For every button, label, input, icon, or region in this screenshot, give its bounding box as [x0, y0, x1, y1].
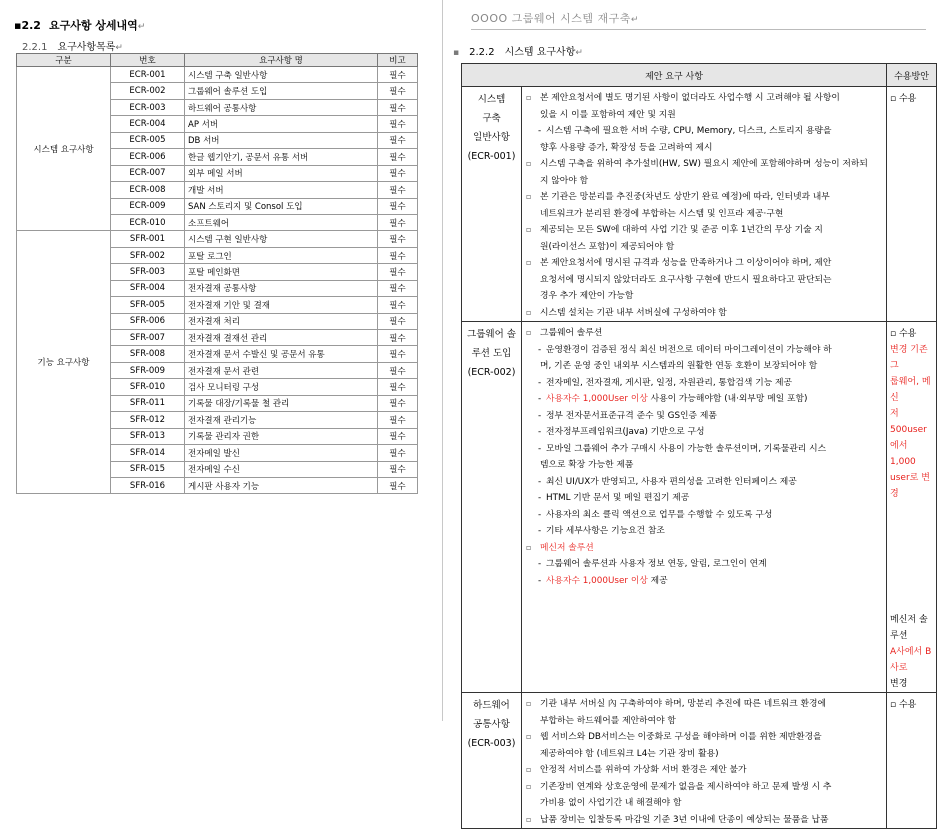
requirement-item — [526, 288, 883, 305]
subsection-heading-right: ▪ 2.2.2 시스템 요구사항↵ — [453, 47, 583, 58]
requirement-title-line: 하드웨어 — [473, 700, 510, 711]
requirement-code: SFR-016 — [111, 477, 185, 493]
col-header-category: 구분 — [17, 54, 111, 67]
requirement-code: ECR-010 — [111, 214, 185, 230]
requirement-name: SAN 스토리지 및 Consol 도입 — [185, 198, 378, 214]
requirement-name: 개발 서버 — [185, 182, 378, 198]
requirement-name: 전자결재 결재선 관리 — [185, 330, 378, 346]
section-heading: ▪2.2 요구사항 상세내역↵ — [14, 19, 146, 32]
requirement-item-text: 템으로 확장 가능한 제품 — [540, 460, 634, 470]
requirement-item-text: 전자메일, 전자결재, 게시판, 일정, 자원관리, 통합검색 기능 제공 — [546, 377, 793, 388]
requirement-code: ECR-009 — [111, 198, 185, 214]
requirement-item-text: 시스템 구축을 위하여 추가설비(HW, SW) 필요시 제안에 포함해야하며 성능이 저하되 — [540, 159, 868, 169]
requirement-item-text: 본 제안요청서에 명시된 규격과 성능을 만족하거나 그 이상이어야 하며, 제안 — [540, 258, 832, 268]
requirement-item-text: 지 않아야 함 — [540, 175, 589, 186]
requirement-item-text: 제공하여야 함 (네트워크 L4는 기관 장비 활용) — [540, 748, 719, 759]
requirement-item-text: 웹 서비스와 DB서비스는 이중화로 구성을 해야하며 이를 위한 제반환경을 — [540, 732, 822, 742]
requirement-code: SFR-015 — [111, 461, 185, 477]
acceptance-cell — [887, 693, 937, 829]
section-title: 요구사항 상세내역 — [48, 19, 138, 32]
col-header-number: 번호 — [111, 54, 185, 67]
requirement-item — [526, 490, 883, 507]
requirement-note: 필수 — [378, 165, 418, 181]
requirement-item-text: 있을 시 이를 포함하여 제안 및 지원 — [540, 109, 676, 120]
requirement-name: 포탈 메인화면 — [185, 264, 378, 280]
requirement-item-text: 그룹웨어 솔루션 — [540, 328, 603, 338]
requirement-item-text: 사용자의 최소 클릭 액션으로 업무를 수행할 수 있도록 구성 — [546, 509, 773, 520]
requirement-item — [526, 107, 883, 124]
requirement-code: SFR-011 — [111, 395, 185, 411]
requirement-item — [526, 523, 883, 540]
requirement-code: ECR-004 — [111, 116, 185, 132]
requirement-code: ECR-008 — [111, 182, 185, 198]
section-number: ▪2.2 — [14, 19, 41, 32]
requirement-note: 필수 — [378, 214, 418, 230]
requirement-code: SFR-012 — [111, 412, 185, 428]
table-header-row — [17, 54, 418, 67]
requirement-note: 필수 — [378, 379, 418, 395]
requirement-name: DB 서버 — [185, 132, 378, 148]
requirement-item — [526, 713, 883, 730]
requirement-title-cell — [462, 322, 522, 693]
requirement-item — [526, 173, 883, 190]
acceptance-line: user로 변경 — [890, 473, 930, 499]
requirement-item — [526, 255, 883, 272]
requirement-note: 필수 — [378, 477, 418, 493]
requirement-code: SFR-002 — [111, 247, 185, 263]
requirement-name: 전자결재 문서 수발신 및 공문서 유통 — [185, 346, 378, 362]
requirement-note: 필수 — [378, 83, 418, 99]
requirement-name: 기록물 대장/기록물 철 관리 — [185, 395, 378, 411]
req-header-row — [462, 64, 937, 87]
requirement-item — [526, 762, 883, 779]
requirement-item — [526, 342, 883, 359]
requirement-item — [526, 140, 883, 157]
acceptance-cell — [887, 87, 937, 322]
requirement-name: 시스템 구축 일반사항 — [185, 67, 378, 83]
requirement-item — [526, 457, 883, 474]
requirement-code: ECR-005 — [111, 132, 185, 148]
requirement-title-line: 루션 도입 — [471, 348, 512, 359]
requirement-name: 외부 메일 서버 — [185, 165, 378, 181]
requirement-title-line: 구축 — [482, 113, 501, 124]
requirement-item — [526, 305, 883, 322]
requirement-item-text: 모바일 그룹웨어 추가 구매시 사용이 가능한 솔루션이며, 기록물관리 시스 — [546, 443, 827, 454]
subsection-number-right: 2.2.2 — [469, 47, 495, 58]
requirement-name: 전자메일 수신 — [185, 461, 378, 477]
requirement-item — [526, 573, 883, 590]
requirement-item-text: 네트워크가 분리된 환경에 부합하는 시스템 및 인프라 제공·구현 — [540, 208, 784, 219]
requirement-item — [526, 408, 883, 425]
requirement-item-text: HTML 기반 문서 및 메일 편집기 제공 — [546, 493, 690, 503]
requirement-code: SFR-014 — [111, 445, 185, 461]
requirement-code: ECR-007 — [111, 165, 185, 181]
requirement-name: 하드웨어 공통사항 — [185, 99, 378, 115]
requirement-item — [526, 729, 883, 746]
requirement-title-line: (ECR-001) — [467, 151, 516, 162]
requirement-title-cell — [462, 87, 522, 322]
requirement-item — [526, 239, 883, 256]
requirement-detail-cell — [522, 87, 887, 322]
requirement-item-text: 원(라이선스 포함)이 제공되어야 함 — [540, 241, 675, 252]
requirement-item — [526, 795, 883, 812]
requirement-code: SFR-008 — [111, 346, 185, 362]
requirement-note: 필수 — [378, 445, 418, 461]
requirement-item — [526, 474, 883, 491]
subsection-number: 2.2.1 — [22, 42, 48, 53]
requirement-item — [526, 123, 883, 140]
requirement-name: 검사 모니터링 구성 — [185, 379, 378, 395]
subsection-title-right: 시스템 요구사항 — [504, 47, 576, 58]
requirement-name: 전자결재 문서 관련 — [185, 362, 378, 378]
requirement-row — [462, 693, 937, 829]
left-page — [0, 0, 433, 721]
requirement-item-text: 시스템 구축에 필요한 서버 수량, CPU, Memory, 디스크, 스토리지 용량을 — [546, 126, 832, 136]
requirement-note: 필수 — [378, 116, 418, 132]
requirement-code: SFR-013 — [111, 428, 185, 444]
requirement-item-text: 제공되는 모든 SW에 대하여 사업 기간 및 준공 이후 1년간의 무상 기술 지 — [540, 225, 823, 235]
requirement-note: 필수 — [378, 428, 418, 444]
requirement-item — [526, 812, 883, 829]
requirement-title-line: 공통사항 — [473, 719, 510, 730]
requirement-item-text: 본 제안요청서에 별도 명기된 사항이 없더라도 사업수행 시 고려해야 될 사항이 — [540, 93, 840, 103]
requirement-item — [526, 556, 883, 573]
requirement-note: 필수 — [378, 67, 418, 83]
requirement-code: SFR-003 — [111, 264, 185, 280]
acceptance-line: ▫ 수용 — [890, 700, 917, 710]
requirement-item-text: 납품 장비는 입찰등록 마감일 기준 3년 이내에 단종이 예상되는 물품을 납품 — [540, 814, 829, 825]
requirement-name: 전자결재 관리기능 — [185, 412, 378, 428]
requirement-code: SFR-004 — [111, 280, 185, 296]
acceptance-line: 저 500user — [890, 409, 927, 435]
requirement-item-text: 최신 UI/UX가 반영되고, 사용자 편의성을 고려한 인터페이스 제공 — [546, 476, 797, 487]
requirement-note: 필수 — [378, 198, 418, 214]
requirement-title-line: 시스템 — [477, 94, 506, 105]
requirement-item — [526, 325, 883, 342]
requirement-item-list — [522, 87, 886, 321]
requirement-item-text: 부합하는 하드웨어를 제안하여야 함 — [540, 715, 676, 726]
requirement-item-text: 안정적 서비스를 위하여 가상화 서버 환경은 제안 불가 — [540, 765, 747, 775]
requirement-title-line: 그룹웨어 솔 — [467, 329, 516, 340]
system-requirements-table — [461, 63, 937, 829]
requirement-item — [526, 206, 883, 223]
requirement-title-line: 일반사항 — [473, 132, 510, 143]
requirement-note: 필수 — [378, 395, 418, 411]
acceptance-line: 메신저 솔루션 — [890, 615, 928, 641]
acceptance-line: 변경 기존 그 — [890, 345, 928, 371]
requirement-item-text: 경우 추가 제안이 가능함 — [540, 291, 634, 301]
page-gutter — [433, 0, 442, 721]
requirement-item — [526, 375, 883, 392]
requirement-note: 필수 — [378, 330, 418, 346]
requirement-item-list — [522, 322, 886, 589]
requirement-code: SFR-010 — [111, 379, 185, 395]
requirement-note: 필수 — [378, 313, 418, 329]
requirement-title-line: (ECR-002) — [467, 367, 516, 378]
requirement-item-text: 메신저 솔루션 — [540, 542, 594, 553]
acceptance-line: 룹웨어, 메신 — [890, 377, 931, 403]
col-header-name: 요구사항 명 — [185, 54, 378, 67]
requirement-item — [526, 746, 883, 763]
requirement-name: 기록물 관리자 권한 — [185, 428, 378, 444]
requirement-item — [526, 441, 883, 458]
requirement-detail-cell — [522, 693, 887, 829]
requirement-item-text: 사용자수 1,000User 이상 제공 — [546, 575, 668, 586]
requirement-name: 전자결재 기안 및 결재 — [185, 297, 378, 313]
requirement-item-text: 운영환경이 검증된 정식 최신 버전으로 데이터 마이그레이션이 가능해야 하 — [546, 344, 832, 355]
requirement-note: 필수 — [378, 362, 418, 378]
requirement-code: ECR-006 — [111, 149, 185, 165]
category-cell: 기능 요구사항 — [17, 231, 111, 494]
requirement-name: 전자결재 처리 — [185, 313, 378, 329]
requirement-item-text: 가비용 없이 사업기간 내 해결해야 함 — [540, 798, 682, 808]
requirement-item — [526, 189, 883, 206]
table-row — [17, 231, 418, 247]
requirement-name: 전자결재 공통사항 — [185, 280, 378, 296]
requirement-row — [462, 322, 937, 693]
requirement-item-text: 시스템 설치는 기관 내부 서버실에 구성하여야 함 — [540, 307, 727, 318]
requirement-note: 필수 — [378, 461, 418, 477]
col-header-note: 비고 — [378, 54, 418, 67]
requirement-name: 시스템 구현 일반사항 — [185, 231, 378, 247]
requirement-note: 필수 — [378, 132, 418, 148]
requirement-name: 포탈 로그인 — [185, 247, 378, 263]
requirement-item-text: 그룹웨어 솔루션과 사용자 정보 연동, 알림, 로그인이 연계 — [546, 559, 767, 569]
requirement-code: ECR-001 — [111, 67, 185, 83]
document-header: OOOO 그룹웨어 시스템 재구축↵ — [471, 10, 926, 30]
requirement-item — [526, 358, 883, 375]
requirement-detail-cell — [522, 322, 887, 693]
acceptance-line: ▫ 수용 — [890, 94, 917, 104]
requirement-note: 필수 — [378, 297, 418, 313]
requirement-note: 필수 — [378, 247, 418, 263]
right-page — [442, 0, 942, 825]
requirement-name: AP 서버 — [185, 116, 378, 132]
requirement-note: 필수 — [378, 346, 418, 362]
requirement-item — [526, 222, 883, 239]
requirement-item-text: 요청서에 명시되지 않았더라도 요구사항 구현에 반드시 필요하다고 판단되는 — [540, 274, 832, 285]
requirement-item — [526, 507, 883, 524]
requirement-title-line: (ECR-003) — [467, 738, 516, 749]
acceptance-line: 변경 — [890, 679, 908, 689]
requirement-name: 전자메일 발신 — [185, 445, 378, 461]
requirement-item-text: 정부 전자문서표준규격 준수 및 GS인증 제품 — [546, 410, 717, 421]
requirement-name: 소프트웨어 — [185, 214, 378, 230]
requirement-code: SFR-005 — [111, 297, 185, 313]
requirement-item — [526, 540, 883, 557]
category-cell: 시스템 요구사항 — [17, 67, 111, 231]
requirement-item-text: 사용자수 1,000User 이상 사용이 가능해야함 (내·외부망 메일 포함) — [546, 394, 808, 404]
requirement-item — [526, 779, 883, 796]
requirement-note: 필수 — [378, 231, 418, 247]
subsection-title: 요구사항목록 — [57, 42, 116, 53]
requirement-name: 그룹웨어 솔루션 도입 — [185, 83, 378, 99]
requirement-name: 게시판 사용자 기능 — [185, 477, 378, 493]
requirement-row — [462, 87, 937, 322]
table-row — [17, 67, 418, 83]
requirement-code: ECR-002 — [111, 83, 185, 99]
requirement-note: 필수 — [378, 264, 418, 280]
col-header-acceptance: 수용방안 — [887, 64, 937, 87]
acceptance-line: ▫ 수용 — [890, 329, 917, 339]
requirement-item — [526, 272, 883, 289]
acceptance-cell — [887, 322, 937, 693]
requirement-item-text: 기존장비 연계와 상호운영에 문제가 없음을 제시하여야 하고 문제 발생 시 추 — [540, 781, 832, 792]
requirement-item-text: 기관 내부 서버실 內 구축하여야 하며, 망분리 추진에 따른 네트워크 환경에 — [540, 699, 826, 709]
subsection-heading: 2.2.1 요구사항목록↵ — [22, 42, 123, 53]
requirement-code: SFR-006 — [111, 313, 185, 329]
requirement-item-text: 전자정부프레임워크(Java) 기반으로 구성 — [546, 427, 705, 437]
requirement-item — [526, 696, 883, 713]
document-header-text: OOOO 그룹웨어 시스템 재구축 — [471, 12, 631, 25]
requirement-code: SFR-007 — [111, 330, 185, 346]
requirement-item — [526, 391, 883, 408]
acceptance-line: 에서 1,000 — [890, 441, 916, 467]
requirement-note: 필수 — [378, 149, 418, 165]
col-header-requirement: 제안 요구 사항 — [462, 64, 887, 87]
requirement-note: 필수 — [378, 182, 418, 198]
requirements-list-table — [16, 53, 418, 494]
requirement-item-text: 향후 사용량 증가, 확장성 등을 고려하여 제시 — [540, 142, 713, 153]
requirement-name: 한글 웹기안기, 공문서 유통 서버 — [185, 149, 378, 165]
requirement-item — [526, 90, 883, 107]
requirement-code: SFR-001 — [111, 231, 185, 247]
requirement-item — [526, 156, 883, 173]
requirement-note: 필수 — [378, 99, 418, 115]
requirement-item-text: 며, 기존 운영 중인 내외부 시스템과의 원활한 연동 호환이 보장되어야 함 — [540, 361, 818, 371]
requirement-item-text: 본 기관은 망분리를 추진중(차년도 상반기 완료 예정)에 따라, 인터넷과 내부 — [540, 192, 830, 202]
requirement-item-list — [522, 693, 886, 828]
requirement-code: ECR-003 — [111, 99, 185, 115]
requirement-code: SFR-009 — [111, 362, 185, 378]
requirement-item-text: 기타 세부사항은 기능요건 참조 — [546, 526, 665, 536]
acceptance-line: A사에서 B사로 — [890, 647, 932, 673]
requirement-item — [526, 424, 883, 441]
requirement-note: 필수 — [378, 412, 418, 428]
requirement-note: 필수 — [378, 280, 418, 296]
requirement-title-cell — [462, 693, 522, 829]
